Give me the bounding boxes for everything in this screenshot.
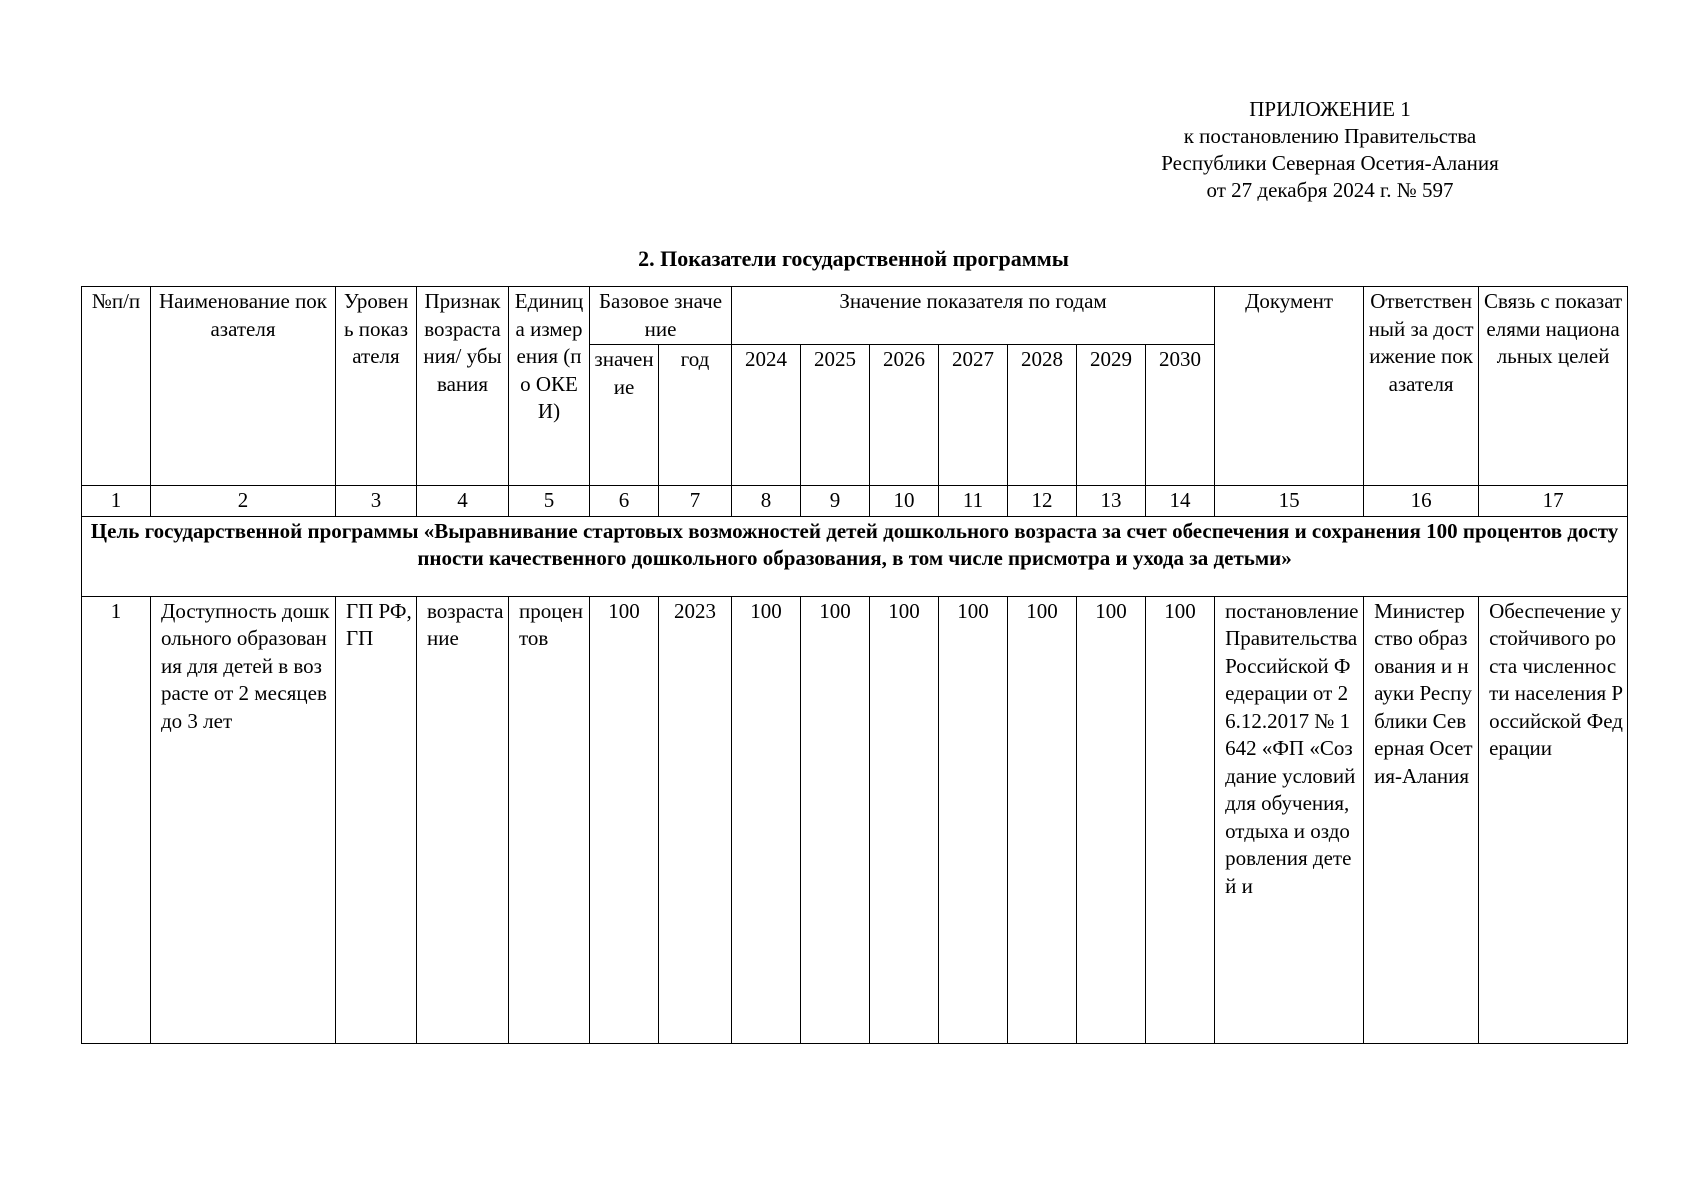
- appendix-header: [1100, 96, 1560, 204]
- column-number: 5: [509, 486, 590, 517]
- column-number: 16: [1364, 486, 1479, 517]
- row-responsible: Министерство образования и науки Республики Северная Осетия-Алания: [1364, 596, 1479, 1043]
- row-value-2027: 100: [939, 596, 1008, 1043]
- row-value-2030: 100: [1146, 596, 1215, 1043]
- column-number: 4: [417, 486, 509, 517]
- appendix-line-resolution: к постановлению Правительства: [1183, 124, 1477, 148]
- header-row-1: [82, 287, 1628, 345]
- header-year-2025: 2025: [801, 345, 870, 486]
- goal-row: [82, 516, 1628, 596]
- row-unit: процентов: [509, 596, 590, 1043]
- row-base-value: 100: [590, 596, 659, 1043]
- table-row: [82, 596, 1628, 1043]
- column-number: 17: [1479, 486, 1628, 517]
- column-number: 13: [1077, 486, 1146, 517]
- header-unit: Единица измерения (по ОКЕИ): [509, 287, 590, 486]
- row-level: ГП РФ, ГП: [336, 596, 417, 1043]
- appendix-line-date: от 27 декабря 2024 г. № 597: [1206, 178, 1454, 202]
- program-goal: Цель государственной программы «Выравнивание стартовых возможностей детей дошкольного возраста за счет обеспечения и сохранения 100 процентов доступности качественного дошкольного образования, в том числе присмотра и ухода за детьми»: [82, 516, 1628, 596]
- column-number: 1: [82, 486, 151, 517]
- column-number: 3: [336, 486, 417, 517]
- header-num: №п/п: [82, 287, 151, 486]
- row-value-2029: 100: [1077, 596, 1146, 1043]
- row-link: Обеспечение устойчивого роста численности населения Российской Федерации: [1479, 596, 1628, 1043]
- column-numbers-row: [82, 486, 1628, 517]
- row-num: 1: [82, 596, 151, 1043]
- header-responsible: Ответственный за достижение показателя: [1364, 287, 1479, 486]
- column-number: 6: [590, 486, 659, 517]
- header-document: Документ: [1215, 287, 1364, 486]
- row-name: Доступность дошкольного образования для детей в возрасте от 2 месяцев до 3 лет: [151, 596, 336, 1043]
- header-year-2028: 2028: [1008, 345, 1077, 486]
- row-sign: возрастание: [417, 596, 509, 1043]
- row-value-2028: 100: [1008, 596, 1077, 1043]
- indicators-table: [81, 286, 1628, 1044]
- appendix-title: ПРИЛОЖЕНИЕ 1: [1249, 97, 1411, 121]
- column-number: 12: [1008, 486, 1077, 517]
- header-year-2026: 2026: [870, 345, 939, 486]
- row-value-2024: 100: [732, 596, 801, 1043]
- row-value-2025: 100: [801, 596, 870, 1043]
- column-number: 14: [1146, 486, 1215, 517]
- section-title: 2. Показатели государственной программы: [638, 246, 1069, 271]
- row-value-2026: 100: [870, 596, 939, 1043]
- header-year-2024: 2024: [732, 345, 801, 486]
- column-number: 7: [659, 486, 732, 517]
- header-year-2030: 2030: [1146, 345, 1215, 486]
- header-year-2027: 2027: [939, 345, 1008, 486]
- column-number: 15: [1215, 486, 1364, 517]
- header-year-2029: 2029: [1077, 345, 1146, 486]
- header-sign: Признак возрастания/ убывания: [417, 287, 509, 486]
- header-level: Уровень показателя: [336, 287, 417, 486]
- column-number: 8: [732, 486, 801, 517]
- header-values-by-year: Значение показателя по годам: [732, 287, 1215, 345]
- header-base: Базовое значение: [590, 287, 732, 345]
- column-number: 11: [939, 486, 1008, 517]
- column-number: 10: [870, 486, 939, 517]
- row-document: постановление Правительства Российской Федерации от 26.12.2017 № 1642 «ФП «Создание условий для обучения, отдыха и оздоровления детей и: [1215, 596, 1364, 1043]
- row-base-year: 2023: [659, 596, 732, 1043]
- header-base-value: значение: [590, 345, 659, 486]
- column-number: 9: [801, 486, 870, 517]
- header-base-year: год: [659, 345, 732, 486]
- appendix-line-republic: Республики Северная Осетия-Алания: [1161, 151, 1499, 175]
- header-link: Связь с показателями национальных целей: [1479, 287, 1628, 486]
- header-name: Наименование показателя: [151, 287, 336, 486]
- column-number: 2: [151, 486, 336, 517]
